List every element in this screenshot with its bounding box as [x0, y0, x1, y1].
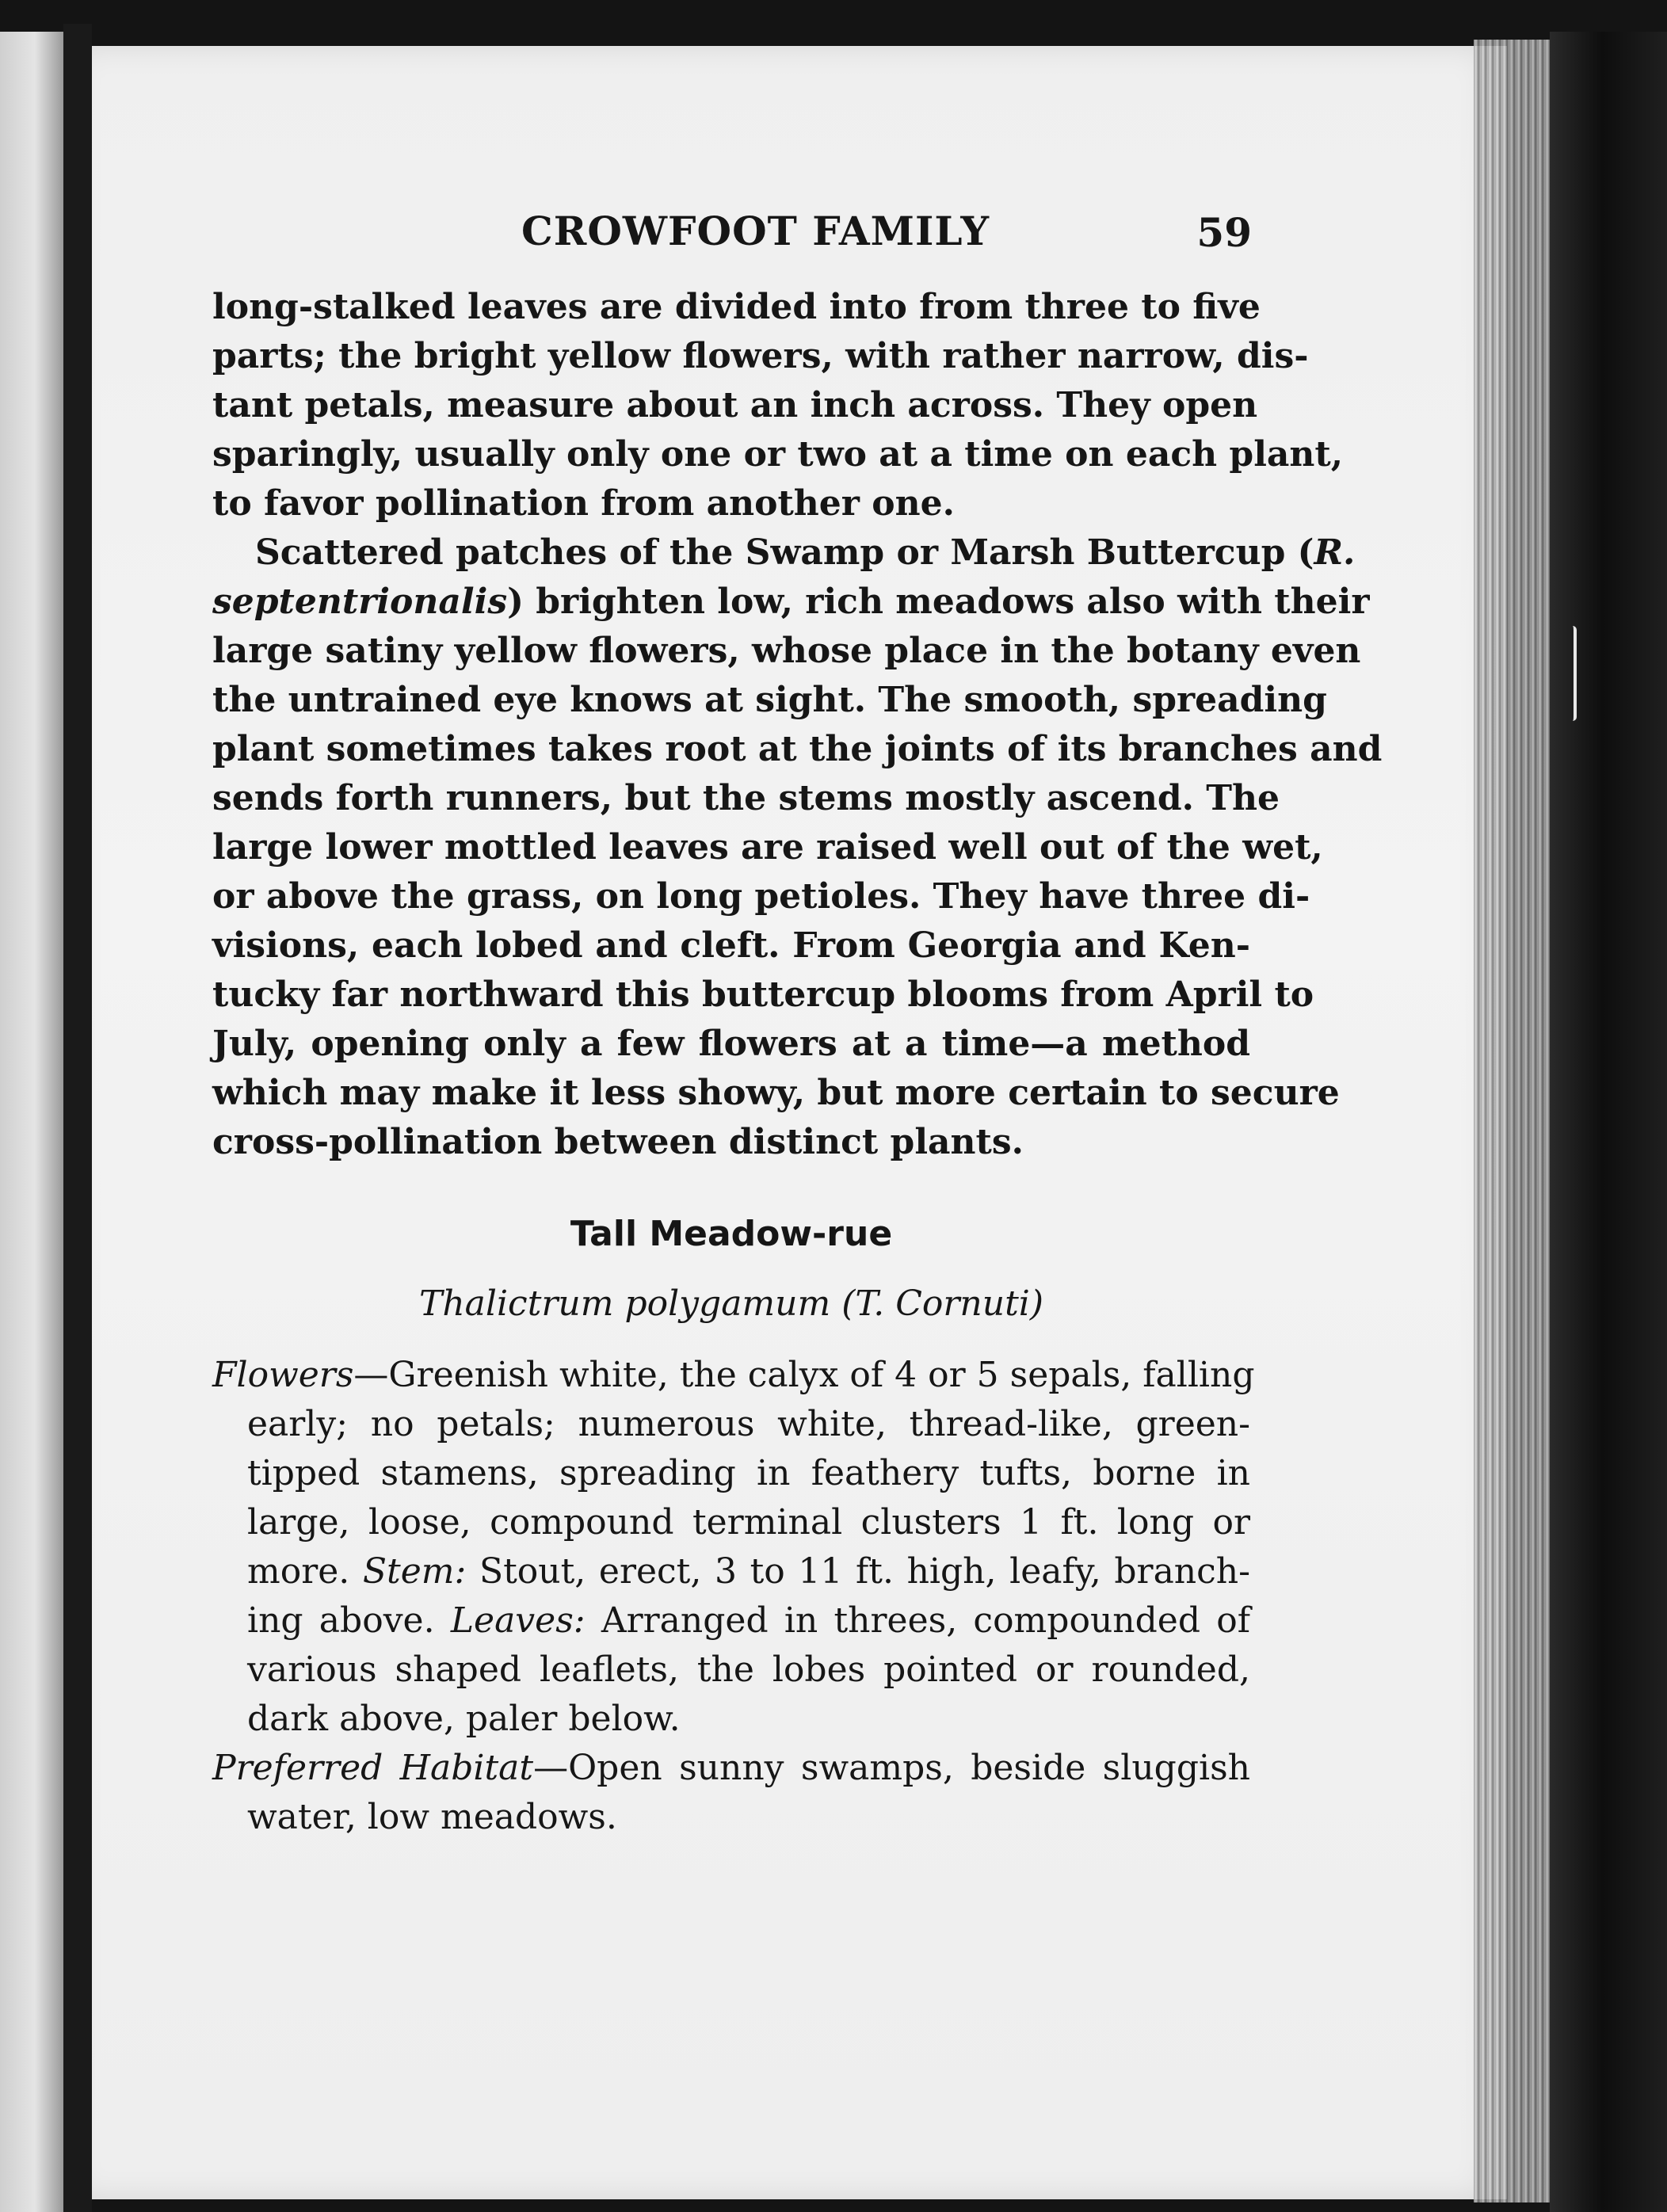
text-span: Stout, erect, 3 to 11 ft. high, leafy, branch- — [466, 1551, 1250, 1592]
body-line: large satiny yellow flowers, whose place in the botany even — [212, 631, 1361, 671]
italic-text: septentrionalis — [212, 582, 508, 622]
body-line: the untrained eye knows at sight. The smooth, spreading — [212, 680, 1327, 720]
running-head-title: CROWFOOT FAMILY — [521, 208, 990, 254]
body-line: tant petals, measure about an inch across. They open — [212, 385, 1258, 425]
body-line: sends forth runners, but the stems mostly ascend. The — [212, 778, 1280, 818]
body-line: cross-pollination between distinct plants. — [212, 1122, 1024, 1162]
body-line: tucky far northward this buttercup blooms from April to — [212, 974, 1314, 1015]
body-line: which may make it less showy, but more certain to secure — [212, 1073, 1340, 1113]
text-span: Scattered patches of the Swamp or Marsh Buttercup ( — [255, 532, 1314, 573]
species-heading: Tall Meadow-rue — [570, 1214, 893, 1254]
text-span: —Open sunny swamps, beside sluggish — [533, 1748, 1250, 1788]
body-line: water, low meadows. — [247, 1797, 617, 1837]
body-line: large, loose, compound terminal clusters 1 ft. long or — [247, 1502, 1250, 1543]
flowers-line — [212, 1352, 1255, 1399]
body-line: dark above, paler below. — [247, 1699, 681, 1739]
body-line: tipped stamens, spreading in feathery tufts, borne in — [247, 1453, 1250, 1493]
leaves-line — [247, 1597, 1250, 1645]
text-span: ) brighten low, rich meadows also with their — [507, 582, 1370, 622]
habitat-line — [212, 1745, 1250, 1792]
body-line: to favor pollination from another one. — [212, 483, 955, 524]
body-line: large lower mottled leaves are raised well out of the wet, — [212, 827, 1323, 868]
body-line: parts; the bright yellow flowers, with rather narrow, dis- — [212, 336, 1309, 376]
body-line — [212, 578, 1370, 626]
body-line: plant sometimes takes root at the joints of its branches and — [212, 729, 1383, 769]
flowers-label: Flowers — [212, 1355, 354, 1395]
body-line: visions, each lobed and cleft. From Georgia and Ken- — [212, 925, 1250, 966]
text-span: Arranged in threes, compounded of — [585, 1600, 1250, 1641]
body-line: early; no petals; numerous white, thread-like, green- — [247, 1404, 1250, 1444]
stem-line — [247, 1548, 1250, 1596]
body-line: various shaped leaflets, the lobes pointed or rounded, — [247, 1649, 1250, 1690]
text-span: more. — [247, 1551, 363, 1592]
leaves-label: Leaves: — [450, 1600, 586, 1641]
body-line: sparingly, usually only one or two at a time on each plant, — [212, 434, 1344, 475]
page-number: 59 — [1196, 209, 1252, 256]
habitat-label: Preferred Habitat — [212, 1748, 534, 1788]
body-line — [255, 529, 1356, 577]
italic-text: R. — [1314, 532, 1356, 573]
body-line: July, opening only a few flowers at a time—a method — [212, 1024, 1250, 1064]
text-span: ing above. — [247, 1600, 451, 1641]
body-line: or above the grass, on long petioles. They have three di- — [212, 876, 1310, 917]
body-line: long-stalked leaves are divided into from three to five — [212, 287, 1261, 327]
running-header — [212, 208, 1252, 263]
stem-label: Stem: — [362, 1551, 467, 1592]
text-span: —Greenish white, the calyx of 4 or 5 sepals, falling — [353, 1355, 1255, 1395]
scientific-name: Thalictrum polygamum (T. Cornuti) — [418, 1283, 1044, 1324]
